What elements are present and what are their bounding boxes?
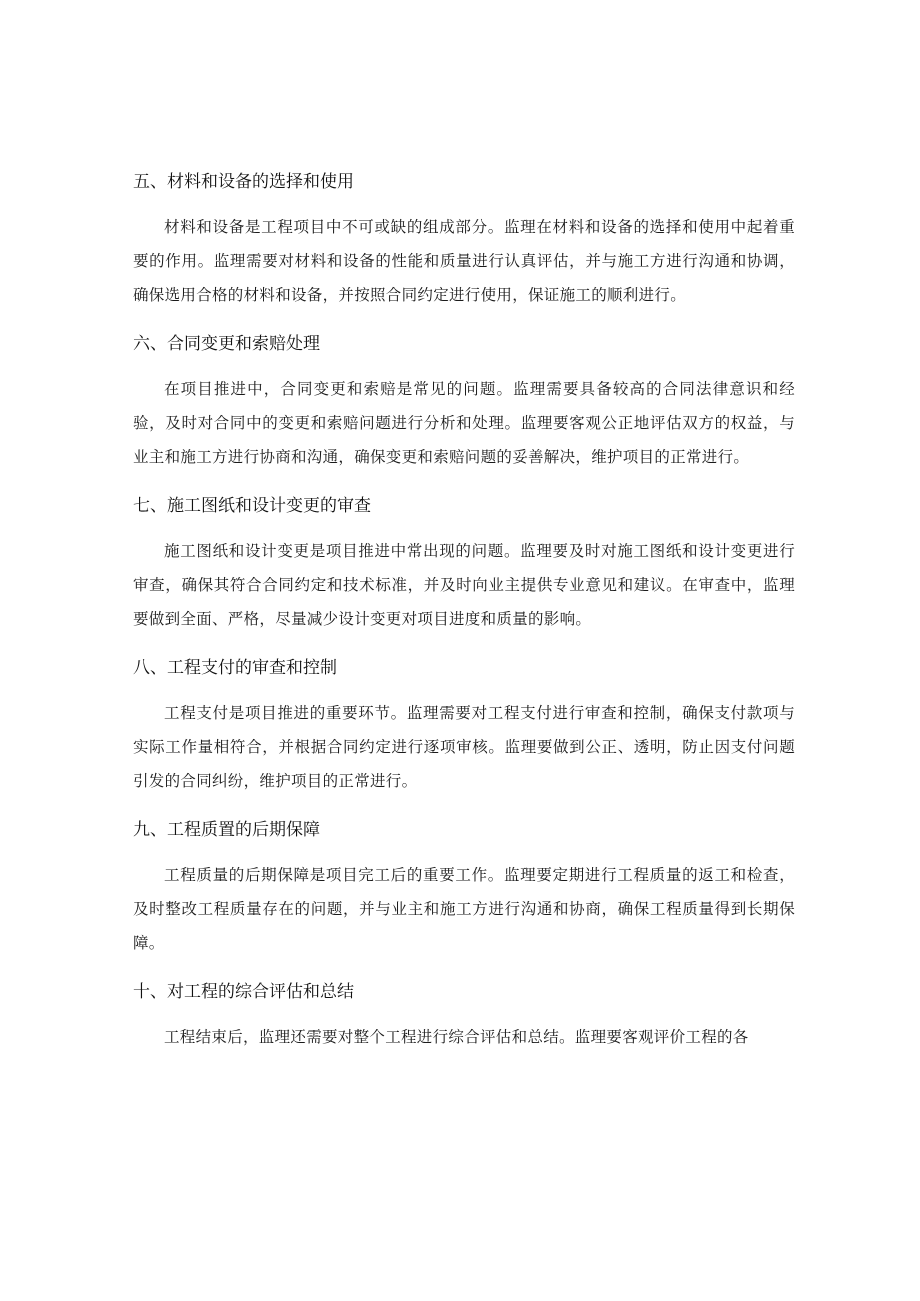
- section-final-evaluation: [133, 978, 795, 1054]
- section-paragraph: 在项目推进中，合同变更和索赔是常见的问题。监理需要具备较高的合同法律意识和经验，及时对合同中的变更和索赔问题进行分析和处理。监理要客观公正地评估双方的权益，与业主和施工方进行协商和沟通，确保变更和索赔问题的妥善解决，维护项目的正常进行。: [133, 380, 795, 466]
- section-paragraph: 工程质量的后期保障是项目完工后的重要工作。监理要定期进行工程质量的返工和检查，及时整改工程质量存在的问题，并与业主和施工方进行沟通和协商，确保工程质量得到长期保障。: [133, 866, 795, 952]
- section-paragraph: 工程结束后，监理还需要对整个工程进行综合评估和总结。监理要客观评价工程的各: [164, 1028, 749, 1046]
- section-heading: 七、施工图纸和设计变更的审查: [133, 496, 371, 516]
- section-paragraph: 施工图纸和设计变更是项目推进中常出现的问题。监理要及时对施工图纸和设计变更进行审查，确保其符合合同约定和技术标准，并及时向业主提供专业意见和建议。在审查中，监理要做到全面、严格，尽量减少设计变更对项目进度和质量的影响。: [133, 542, 795, 628]
- section-contract-changes: [133, 330, 795, 474]
- section-materials-equipment: [133, 168, 795, 312]
- section-quality-guarantee: [133, 816, 795, 960]
- section-heading: 八、工程支付的审查和控制: [133, 658, 337, 678]
- section-payment-review: [133, 654, 795, 798]
- section-paragraph: 材料和设备是工程项目中不可或缺的组成部分。监理在材料和设备的选择和使用中起着重要的作用。监理需要对材料和设备的性能和质量进行认真评估，并与施工方进行沟通和协调，确保选用合格的材料和设备，并按照合同约定进行使用，保证施工的顺利进行。: [133, 218, 795, 304]
- document-body: [133, 168, 795, 1072]
- section-heading: 五、材料和设备的选择和使用: [133, 172, 354, 192]
- section-heading: 六、合同变更和索赔处理: [133, 334, 320, 354]
- section-paragraph: 工程支付是项目推进的重要环节。监理需要对工程支付进行审查和控制，确保支付款项与实际工作量相符合，并根据合同约定进行逐项审核。监理要做到公正、透明，防止因支付问题引发的合同纠纷，维护项目的正常进行。: [133, 704, 795, 790]
- section-heading: 十、对工程的综合评估和总结: [133, 982, 354, 1002]
- section-heading: 九、工程质置的后期保障: [133, 820, 320, 840]
- section-drawing-review: [133, 492, 795, 636]
